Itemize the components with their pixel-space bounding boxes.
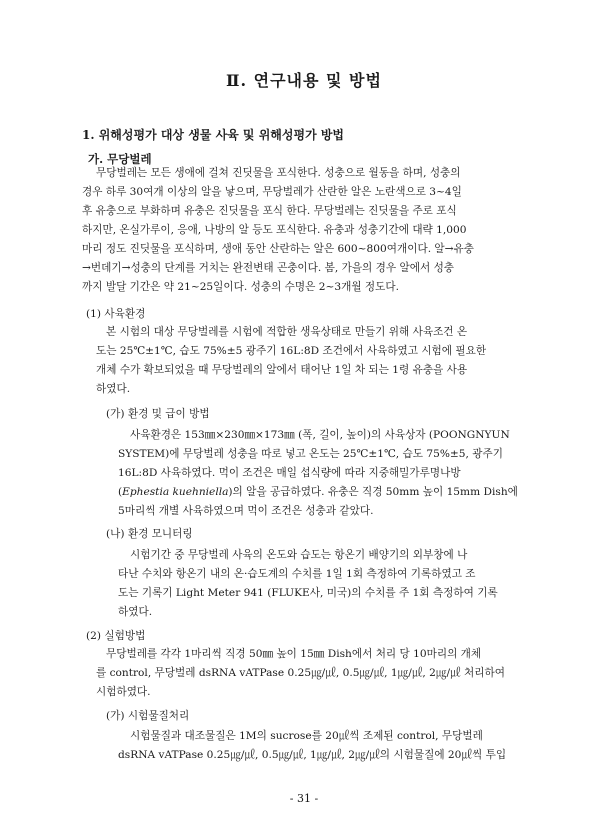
paragraph-line: 5마리씩 개별 사육하였으며 먹이 조건은 성충과 같았다.: [118, 505, 374, 517]
paragraph-line: 본 시험의 대상 무당벌레를 시험에 적합한 생육상태로 만들기 위해 사육조건 온: [106, 326, 468, 338]
paragraph-line: 까지 발달 기간은 약 21~25일이다. 성충의 수명은 2~3개월 정도다.: [82, 281, 400, 293]
paragraph-line: (Ephestia kuehniella)의 알을 공급하였다. 유충은 직경 50mm 높이 15mm Dish에: [118, 486, 518, 498]
paragraph-line: 시험하였다.: [96, 686, 151, 698]
paragraph-line: 후 유충으로 부화하며 유충은 진딧물을 포식 한다. 무당벌레는 진딧물을 주로 포식: [82, 205, 457, 217]
paragraph-line: 경우 하루 30여개 이상의 알을 낳으며, 무당벌레가 산란한 알은 노란색으로 3~4일: [82, 186, 462, 198]
paragraph-line: 무당벌레를 각각 1마리씩 직경 50㎜ 높이 15㎜ Dish에서 처리 당 10마리의 개체: [106, 648, 482, 660]
paragraph-line: 도는 기록기 Light Meter 941 (FLUKE사, 미국)의 수치를 주 1회 측정하여 기록: [118, 587, 498, 599]
paragraph-line: 하였다.: [96, 383, 131, 395]
paragraph-line: 시험물질과 대조물질은 1M의 sucrose를 20㎕씩 조제된 control, 무당벌레: [130, 730, 483, 742]
paragraph-line: 시험기간 중 무당벌레 사육의 온도와 습도는 항온기 배양기의 외부창에 나: [130, 549, 468, 561]
paragraph-line: 하지만, 온실가루이, 응애, 나방의 알 등도 포식한다. 유충과 성충기간에 대략 1,000: [82, 224, 467, 236]
paragraph-line: 하였다.: [118, 606, 153, 618]
subheading-2: (2) 실험방법: [86, 630, 146, 642]
paragraph-line: 마리 정도 진딧물을 포식하며, 생애 동안 산란하는 알은 600~800여개이다. 알→유충: [82, 243, 475, 255]
page-number: - 31 -: [289, 792, 319, 805]
subheading-1: (1) 사육환경: [86, 308, 146, 320]
section-heading: 1. 위해성평가 대상 생물 사육 및 위해성평가 방법: [82, 128, 345, 142]
paragraph-line: 개체 수가 확보되었을 때 무당벌레의 알에서 태어난 1일 차 되는 1령 유충을 사용: [96, 364, 468, 376]
paragraph-line: dsRNA vATPase 0.25㎍/㎕, 0.5㎍/㎕, 1㎍/㎕, 2㎍/㎕의 시험물질에 20㎕씩 투입: [118, 749, 507, 761]
paragraph-line: 를 control, 무당벌레 dsRNA vATPase 0.25㎍/㎕, 0.5㎍/㎕, 1㎍/㎕, 2㎍/㎕ 처리하여: [96, 667, 505, 679]
paragraph-line: SYSTEM)에 무당벌레 성충을 따로 넣고 온도는 25℃±1℃, 습도 75%±5, 광주기: [118, 448, 503, 460]
subheading-2a: (가) 시험물질처리: [106, 710, 190, 722]
page-title: Ⅱ. 연구내용 및 방법: [226, 71, 382, 90]
paragraph-line: 무당벌레는 모든 생애에 걸쳐 진딧물을 포식한다. 성충으로 월동을 하며, 성충의: [96, 167, 461, 179]
subsection-heading: 가. 무당벌레: [88, 152, 152, 166]
paragraph-line: 도는 25℃±1℃, 습도 75%±5 광주기 16L:8D 조건에서 사육하였고 시험에 필요한: [96, 345, 487, 357]
paragraph-line: 16L:8D 사육하였다. 먹이 조건은 매일 섭식량에 따라 지중해밀가루명나방: [118, 467, 461, 479]
paragraph-line: →번데기→성충의 단계를 거치는 완전변태 곤충이다. 봄, 가을의 경우 알에서 성충: [82, 262, 455, 274]
paragraph-line: 사육환경은 153㎜×230㎜×173㎜ (폭, 길이, 높이)의 사육상자 (POONGNYUN: [130, 429, 510, 441]
subheading-1a: (가) 환경 및 급이 방법: [106, 408, 210, 420]
paragraph-line: 타난 수치와 항온기 내의 온·습도계의 수치를 1일 1회 측정하여 기록하였고 조: [118, 568, 476, 580]
subheading-1b: (나) 환경 모니터링: [106, 528, 193, 540]
